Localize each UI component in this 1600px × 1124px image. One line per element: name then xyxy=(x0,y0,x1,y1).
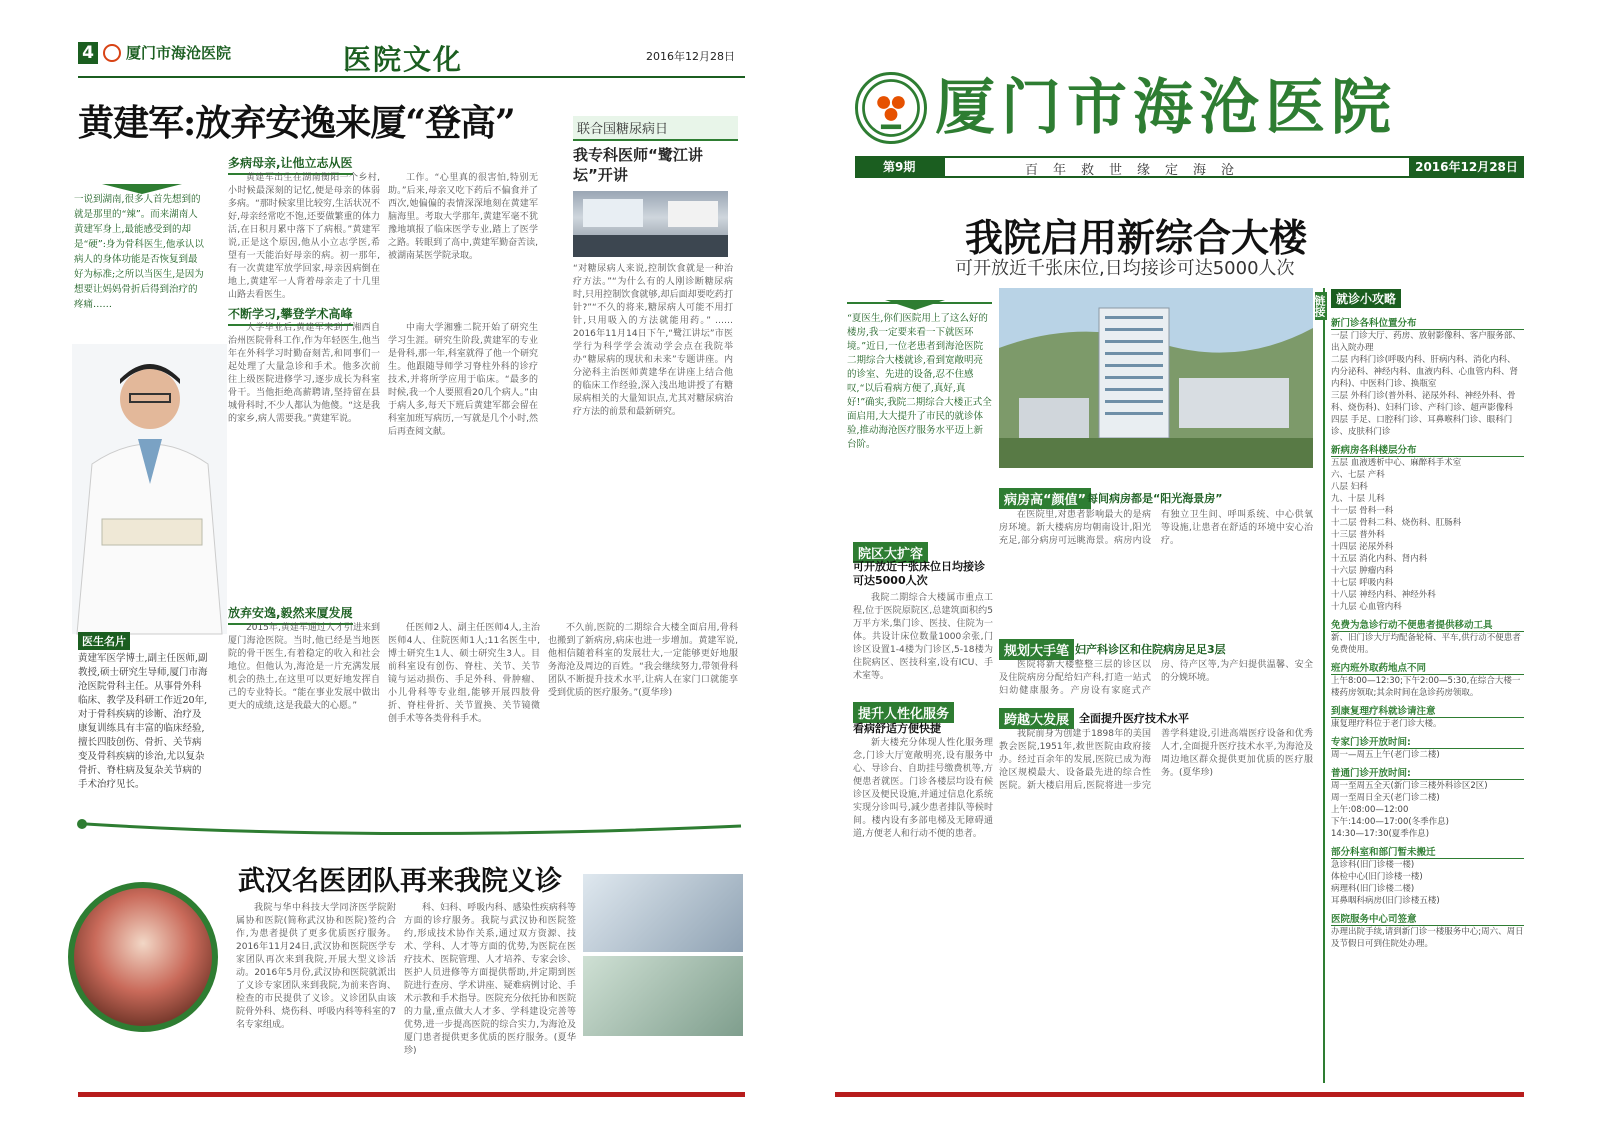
issue-date: 2016年12月28日 xyxy=(1409,158,1524,176)
section-title: 医院文化 xyxy=(343,43,464,76)
front-headline: 我院启用新综合大楼 xyxy=(965,215,1308,260)
guide-section-head: 班内班外取药地点不同 xyxy=(1331,660,1524,675)
section-head-1: 院区大扩容 xyxy=(853,542,928,563)
paragraph: 新大楼充分体现人性化服务理念,门诊大厅宽敞明亮,设有服务中心、导诊台、自助挂号缴费机等,方便患者就医。门诊各楼层均设有候诊区及便民设施,并通过信息化系统实现分诊叫号,减少患者排队等候时间。楼内设有多部电梯及无障碍通道,方便老人和行动不便的患者。 xyxy=(853,738,993,839)
hospital-emblem-icon xyxy=(855,72,927,144)
section-head-3: 病房高“颜值” xyxy=(999,488,1091,509)
subhead-3: 放弃安逸,毅然来厦发展 xyxy=(228,604,353,625)
hospital-logo-icon xyxy=(103,44,121,62)
left-page xyxy=(74,22,745,1102)
text-col1a xyxy=(228,172,380,317)
visit-guide-sidebar xyxy=(1313,288,1524,1083)
front-subheadline: 可开放近千张床位,日均接诊可达5000人次 xyxy=(955,258,1295,279)
paragraph: 大学毕业后,黄建军来到了湘西自治州医院骨科工作,作为年轻医生,他当年在外科学习时勤奋刻苦,和同事们一起处理了大量急诊和手术。他多次前往上级医院进修学习,逐步成长为科室骨干。当他拒绝高薪聘请,坚持留在县城骨科时,不少人都认为他傻。“这是我的家乡,病人需要我。”黄建军说。 xyxy=(228,323,380,424)
right-page xyxy=(847,22,1524,1102)
text-col2a xyxy=(388,172,538,317)
wuhan-col1 xyxy=(236,902,396,1082)
wuhan-col2 xyxy=(404,902,576,1082)
masthead-title: 厦门市海沧医院 xyxy=(935,73,1397,143)
guide-line: 十九层 心血管内科 xyxy=(1331,602,1402,612)
guide-line: 周一至周日全天(老门诊二楼) xyxy=(1331,793,1440,803)
guide-line: 九、十层 儿科 xyxy=(1331,494,1385,504)
guide-line: 五层 血液透析中心、麻醉科手术室 xyxy=(1331,458,1462,468)
section-head-2: 提升人性化服务 xyxy=(853,702,954,723)
guide-line: 十七层 呼吸内科 xyxy=(1331,578,1394,588)
guide-line: 下午:14:00—17:00(冬季作息) xyxy=(1331,817,1449,827)
guide-line: 耳鼻咽科病房(旧门诊楼五楼) xyxy=(1331,896,1440,906)
guide-line: 康复理疗科位于老门诊大楼。 xyxy=(1331,719,1442,729)
section-sub-3: 每间病房都是“阳光海景房” xyxy=(1087,492,1223,505)
guide-line: 二层 内科门诊(呼吸内科、肝病内科、消化内科、内分泌科、神经内科、血液内科、心血管内科、肾内科)、中医科门诊、换瓶室 xyxy=(1331,355,1519,389)
text-col2b xyxy=(388,322,538,604)
subhead-2: 不断学习,攀登学术高峰 xyxy=(228,305,353,326)
paragraph: 任医师2人、副主任医师4人,主治医师4人、住院医师1人;11名医生中,博士研究生1人、硕士研究生3人。目前科室设有创伤、脊柱、关节、关节镜与运动损伤、手足外科、骨肿瘤、小儿骨科等专业组,能够开展四肢骨折、脊柱骨折、关节置换、关节镜微创手术等各类骨科手术。 xyxy=(388,623,540,724)
bottom-rule xyxy=(835,1092,1524,1097)
paragraph: 工作。“心里真的很害怕,特别无助。”后来,母亲又吃下药后不偏食并了西次,她偏偏的表情深深地刻在黄建军脑海里。考取大学那年,黄建军毫不犹豫地填报了临床医学专业,踏上了医学之路。转眼到了高中,黄建军勤奋苦读,被湖南某医学院录取。 xyxy=(388,173,538,261)
guide-line: 十四层 泌尿外科 xyxy=(1331,542,1394,552)
subhead-1: 多病母亲,让他立志从医 xyxy=(228,154,353,175)
motto: 百年救世缘定海沧 xyxy=(1025,163,1250,178)
guide-line: 急诊科(旧门诊楼一楼) xyxy=(1331,860,1415,870)
section-sub-1: 可开放近千张床位日均接诊可达5000人次 xyxy=(853,560,985,587)
issue-date: 2016年12月28日 xyxy=(646,50,735,63)
guide-line: 一层 门诊大厅、药房、放射影像科、客户服务部、出入院办理 xyxy=(1331,331,1521,353)
guide-line: 上午:08:00—12:00 xyxy=(1331,805,1409,815)
text-col2c xyxy=(388,622,540,812)
paragraph: 不久前,医院的二期综合大楼全面启用,骨科也搬到了新病房,病床也进一步增加。黄建军说,他相信随着科室的发展壮大,一定能够更好地服务海沧及周边的百姓。“我会继续努力,带领骨科团队不断提升技术水平,让病人在家门口就能享受到优质的医疗服务。”(夏华珍) xyxy=(548,623,738,698)
paragraph: 我院二期综合大楼属市重点工程,位于医院原院区,总建筑面积约5万平方米,集门诊、医技、住院为一体。共设计床位数量1000余张,门诊区设置1-4楼为门诊区,5-18楼为住院病区、医技科室,设有ICU、手术室等。 xyxy=(853,593,993,681)
article-headline: 黄建军:放弃安逸来厦“登高” xyxy=(78,102,515,144)
section-sub-5: 全面提升医疗技术水平 xyxy=(1079,712,1189,725)
guide-line: 十六层 肿瘤内科 xyxy=(1331,566,1394,576)
header-rule xyxy=(78,76,745,78)
section-text-3 xyxy=(999,509,1313,619)
section-sub-2: 看病舒适方便快捷 xyxy=(853,722,941,735)
paragraph: 我院与华中科技大学同济医学院附属协和医院(简称武汉协和医院)签约合作,为患者提供了更多优质医疗服务。2016年11月24日,武汉协和医院医学专家团队再次来到我院,开展大型义诊活动。2016年5月份,武汉协和医院就派出了义诊专家团队来到我院,为前来咨询、检查的市民提供了义诊。义诊团队由该院骨外科、烧伤科、呼吸内科等科室的7名专家组成。 xyxy=(236,903,396,1030)
paragraph: 黄建军出生在湖南衡阳一个乡村,小时候最深刻的记忆,便是母亲的体弱多病。“那时候家里比较穷,生活状况不好,母亲经常吃不饱,还要做繁重的体力活,在日积月累中落下了病根。”黄建军说,正是这个原因,他从小立志学医,希望有一天能治好母亲的病。初一那年,有一次黄建军放学回家,母亲因病倒在地上,黄建军一人背着母亲走了十几里山路去看医生。 xyxy=(228,173,380,300)
guide-section-head: 新门诊各科位置分布 xyxy=(1331,315,1524,330)
guide-line: 上午8:00—12:30;下午2:00—5:30,在综合大楼一楼药房领取;其余时间在急诊药房领取。 xyxy=(1331,676,1521,698)
clinic-photo-1 xyxy=(583,874,743,952)
guide-line: 十五层 消化内科、肾内科 xyxy=(1331,554,1428,564)
guide-line: 三层 外科门诊(普外科、泌尿外科、神经外科、骨科、烧伤科)、妇科门诊、产科门诊、超声影像科 xyxy=(1331,391,1516,413)
guide-body xyxy=(1331,315,1524,950)
section-text-2 xyxy=(853,737,993,1082)
article-intro: 一说到湖南,很多人首先想到的就是那里的“辣”。而来湖南人黄建军身上,最能感受到的却是“硬”:身为骨科医生,他承认以病人的身体功能是否恢复到最好为标准;之所以当医生,是因为想要让妈妈骨折后得到治疗的疼痛…… xyxy=(74,194,204,310)
doctor-card: 黄建军医学博士,副主任医师,副教授,硕士研究生导师,厦门市海沧医院骨科主任。从事骨外科临床、教学及科研工作近20年,对于骨科疾病的诊断、治疗及康复训练具有丰富的临床经验,擅长四肢创伤、骨折、关节病变及骨科疾病的诊治,尤以复杂骨折、脊柱病及复杂关节病的手术治疗见长。 xyxy=(78,653,208,790)
page-number: 4 xyxy=(78,42,98,64)
paragraph: 医院将新大楼整整三层的诊区以及住院病房分配给妇产科,打造一站式妇幼健康服务。产房设有家庭式产房、待产区等,为产妇提供温馨、安全的分娩环境。 xyxy=(999,660,1313,696)
guide-line: 十一层 骨科一科 xyxy=(1331,506,1394,516)
masthead-bar xyxy=(855,156,1524,178)
section-sub-4: 妇产科诊区和住院病房足足3层 xyxy=(1075,643,1226,656)
paragraph: 科、妇科、呼吸内科、感染性疾病科等方面的诊疗服务。我院与武汉协和医院签约,形成技术协作关系,通过双方资源、技术、学科、人才等方面的优势,为医院在医疗技术、医院管理、人才培养、专家会诊、医护人员进修等方面提供帮助,并定期到医院进行查房、学术讲座、疑难病例讨论、手术示教和手术指导。医院充分依托协和医院的力量,重点做大人才多、学科建设完善等优势,进一步提高医院的综合实力,为海沧及厦门患者提供更多优质的医疗服务。(夏华珍) xyxy=(404,903,576,1056)
patient-quote: “夏医生,你们医院用上了这么好的楼房,我一定要来看一下就医环境。”近日,一位老患者到海沧医院二期综合大楼就诊,看到宽敞明亮的诊室、先进的设备,忍不住感叹,“以后看病方便了,真好,真好!”确实,我院二期综合大楼正式全面启用,大大提升了市民的就诊体验,推动海沧医疗服务水平迈上新台阶。 xyxy=(847,302,992,452)
guide-line: 办理出院手续,请到新门诊一楼服务中心;周六、周日及节假日可到住院处办理。 xyxy=(1331,927,1524,949)
guide-line: 六、七层 产科 xyxy=(1331,470,1385,480)
issue-number: 第9期 xyxy=(855,158,945,176)
guide-section-head: 部分科室和部门暂未搬迁 xyxy=(1331,844,1524,859)
guide-line: 14:30—17:30(夏季作息) xyxy=(1331,829,1430,839)
guide-section-head: 普通门诊开放时间: xyxy=(1331,765,1524,780)
sidebar-article xyxy=(573,116,738,503)
section-head-4: 规划大手笔 xyxy=(999,639,1074,660)
guide-section-head: 专家门诊开放时间: xyxy=(1331,734,1524,749)
new-building-photo xyxy=(999,288,1313,468)
guide-section-head: 医院服务中心司签意 xyxy=(1331,911,1524,926)
guide-line: 八层 妇科 xyxy=(1331,482,1368,492)
section-text-1 xyxy=(853,592,993,682)
guide-side-tag: 链接 xyxy=(1315,292,1327,320)
divider-swoosh xyxy=(76,812,746,852)
sidebar-title: 我专科医师“鹭江讲坛”开讲 xyxy=(573,146,703,184)
guide-line: 病理科(旧门诊楼二楼) xyxy=(1331,884,1415,894)
guide-section-head: 免费为急诊行动不便患者提供移动工具 xyxy=(1331,617,1524,632)
doctor-portrait xyxy=(72,344,227,634)
guide-line: 新、旧门诊大厅均配备轮椅、平车,供行动不便患者免费使用。 xyxy=(1331,633,1521,655)
section-text-5 xyxy=(999,728,1313,1082)
section-text-4 xyxy=(999,659,1313,709)
paragraph: 中南大学湘雅二院开始了研究生学习生涯。研究生阶段,黄建军的专业是骨科,那一年,科室就得了他一个研究生。他跟随导师学习脊柱外科的诊疗技术,并将所学应用于临床。“最多的时候,我一个人要照看20几个病人。”由于病人多,每天下班后黄建军都会留在科室加班写病历,一写就是几个小时,然后再查阅文献。 xyxy=(388,323,538,437)
guide-line: 体检中心(旧门诊楼一楼) xyxy=(1331,872,1423,882)
clinic-round-photo xyxy=(68,882,218,1032)
guide-line: 四层 手足、口腔科门诊、耳鼻喉科门诊、眼科门诊、皮肤科门诊 xyxy=(1331,415,1513,437)
paragraph: 我院前身为创建于1898年的美国教会医院,1951年,救世医院由政府接办。经过百余年的发展,医院已成为海沧区规模最大、设备最先进的综合性医院。新大楼启用后,医院将进一步完善学科建设,引进高端医疗设备和优秀人才,全面提升医疗技术水平,为海沧及周边地区群众提供更加优质的医疗服务。(夏华珍) xyxy=(999,729,1313,791)
guide-line: 周一—周五上午(老门诊二楼) xyxy=(1331,750,1440,760)
lecture-photo xyxy=(573,191,728,257)
text-col1c xyxy=(228,622,380,812)
left-page-header xyxy=(78,40,745,76)
guide-line: 十三层 普外科 xyxy=(1331,530,1385,540)
section-head-5: 跨越大发展 xyxy=(999,708,1074,729)
guide-line: 十八层 神经内科、神经外科 xyxy=(1331,590,1436,600)
text-col1b xyxy=(228,322,380,604)
paragraph: 在医院里,对患者影响最大的是病房环境。新大楼病房均朝南设计,阳光充足,部分病房可远眺海景。病房内设有独立卫生间、呼叫系统、中心供氧等设施,让患者在舒适的环境中安心治疗。 xyxy=(999,510,1313,546)
guide-line: 十二层 骨科二科、烧伤科、肛肠科 xyxy=(1331,518,1462,528)
guide-line: 周一至周五全天(新门诊三楼外科诊区2区) xyxy=(1331,781,1488,791)
bottom-rule xyxy=(78,1092,745,1097)
hospital-name: 厦门市海沧医院 xyxy=(126,44,232,62)
paragraph: 2015年,黄建军通过人才引进来到厦门海沧医院。当时,他已经是当地医院的骨干医生,有着稳定的收入和社会地位。但他认为,海沧是一片充满发展机会的热土,在这里可以更好地发挥自己的专业特长。“能在事业发展中做出更大的成绩,这是我最大的心愿。” xyxy=(228,623,380,711)
clinic-photo-2 xyxy=(583,956,743,1036)
sidebar-body: “对糖尿病人来说,控制饮食就是一种治疗方法。”“为什么有的人刚诊断糖尿病时,只用控制饮食就够,却后面却要吃药打针?”“不久的将来,糖尿病人可能不用打针,只用吸入的方法就能用药。” ……2016年11月14日下午,“鹭江讲坛”市医学行为科学学会流动学会点在我院举办“糖尿病的现状和未来”专题讲座。内分泌科主治医师黄建华在讲座上结合他的临床工作经验,深入浅出地讲授了有糖尿病相关的大量知识点,尤其对糖尿病治疗方法的前景和最新研究。 xyxy=(573,264,733,417)
text-col3c xyxy=(548,622,738,812)
sidebar-tag: 联合国糖尿病日 xyxy=(573,116,738,141)
guide-section-head: 到康复理疗科就诊请注意 xyxy=(1331,703,1524,718)
guide-section-head: 新病房各科楼层分布 xyxy=(1331,442,1524,457)
wuhan-headline: 武汉名医团队再来我院义诊 xyxy=(238,866,562,897)
guide-title: 就诊小攻略 xyxy=(1331,289,1401,308)
doctor-card-title: 医生名片 xyxy=(78,632,130,650)
